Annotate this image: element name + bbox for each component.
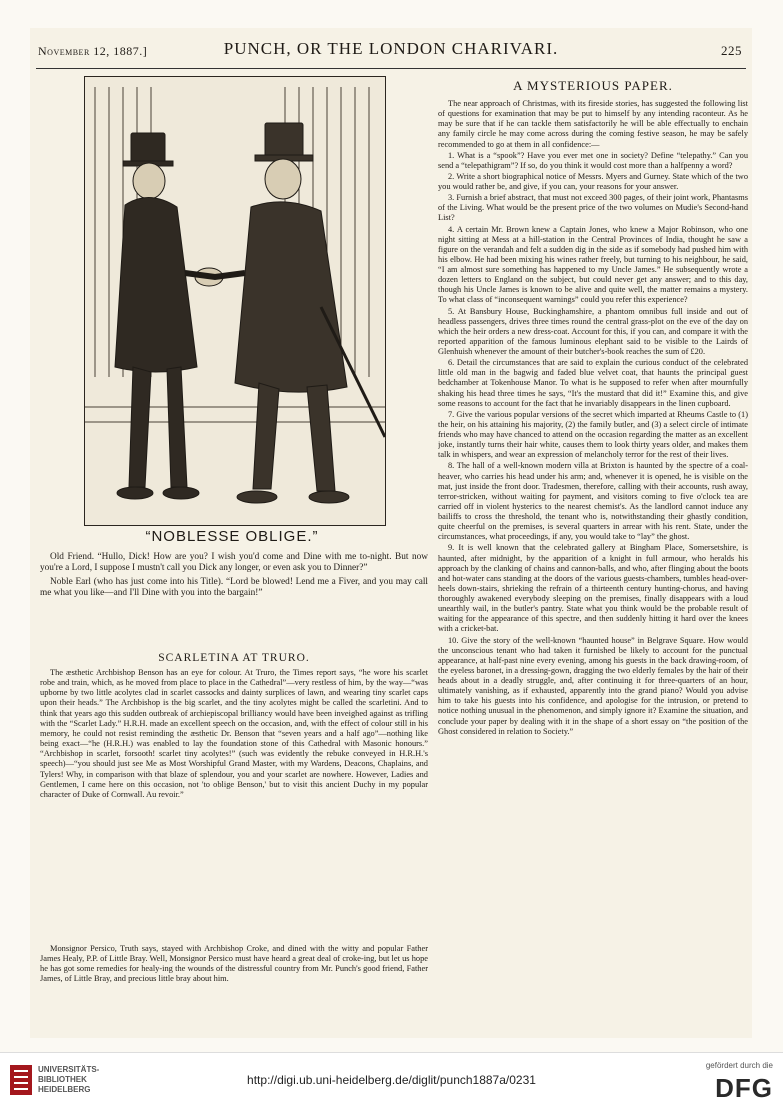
viewer-footer bbox=[0, 1052, 783, 1108]
publication-title: PUNCH, OR THE LONDON CHARIVARI. bbox=[223, 39, 559, 58]
header-rule bbox=[36, 68, 746, 69]
article-title: A MYSTERIOUS PAPER. bbox=[513, 78, 673, 93]
article-body bbox=[438, 99, 748, 737]
question: 5. At Bansbury House, Buckinghamshire, a phantom omnibus full inside and out of headless passengers, drives three times round the central grass-plot on the eve of the day on which the heir orders a new dress-coat. Account for this, if you can, and compare it with the reported apparition of the famous luminous elephant said to be visible to the Lairds of Glenhuish whenever the amount of their butcher's-book reaches the sum of £20. bbox=[438, 306, 748, 356]
cartoon-illustration bbox=[84, 76, 386, 526]
cartoon-drawing bbox=[85, 77, 385, 525]
article-scarletina bbox=[40, 644, 428, 801]
issue-date: November 12, 1887.] bbox=[38, 44, 148, 58]
question: 3. Furnish a brief abstract, that must not exceed 300 pages, of their joint work, Phantasms of the Living. What would be the present price of the two volumes on Mudie's Second-hand List? bbox=[438, 193, 748, 223]
question: 6. Detail the circumstances that are said to explain the curious conduct of the celebrated little old man in the bagwig and faded blue velvet coat, that haunts the principal guest bedchamber at Tokenhouse Manor. To what is he supposed to refer when after mournfully shaking his head three times he says, “It's the mustard that did it!” Examine this, and give some reasons to account for the fact that he invariably disappears in the linen cupboard. bbox=[438, 358, 748, 408]
dialogue-line: Old Friend. “Hullo, Dick! How are you? I wish you'd come and Dine with me to-night. But now you're a Lord, I suppose I mustn't call you Dick any longer, or even ask you to Dinner?” bbox=[40, 552, 428, 574]
cartoon-dialogue bbox=[40, 552, 428, 601]
masthead bbox=[30, 38, 752, 64]
dialogue-line: Noble Earl (who has just come into his Title). “Lord be blowed! Lend me a Fiver, and you may call me what you like—and I'll Dine with you into the bargain!” bbox=[40, 576, 428, 598]
question: 9. It is well known that the celebrated gallery at Bingham Place, Somersetshire, is haunted, after midnight, by the apparition of a knight in full armour, who heralds his approach by the clanking of chains and cannon-balls, and who, after flinging about the boots and hot-water cans standing at the doors of the various guests-chambers, tumbles head-over-heels down-stairs, shrieking the refrain of a thirteenth century hunting-chorus, and having thoroughly awakened everybody sleeping on the premises, finally disappears with a loud unearthly wail, in the butler's pantry. State what you think would be the probable result of waiting for the appearance of this spectre, and then suddenly hitting it hard over the knees with a cricket-bat. bbox=[438, 543, 748, 634]
dfg-logo: DFG bbox=[715, 1073, 773, 1103]
question: 1. What is a “spook”? Have you ever met one in society? Define “telepathy.” Can you send a “telepathigram”? If so, do you think it would cost more than a halfpenny a word? bbox=[438, 150, 748, 170]
question: 7. Give the various popular versions of the secret which imparted at Rheums Castle to (1) the heir, on his attaining his majority, (2) the family butler, and (3) a select circle of intimate friends who may have chanced to attend on the occasion regarding the matter as an excellent joke, instantly turns their hair white, causes them to look thirty years older, and makes them talk in whispers, and wear an expression of melancholy terror for the rest of their lives. bbox=[438, 409, 748, 460]
institution-name: UNIVERSITÄTS- BIBLIOTHEK HEIDELBERG bbox=[38, 1065, 100, 1094]
page-number: 225 bbox=[721, 43, 742, 58]
newspaper-page bbox=[30, 28, 752, 1038]
paragraph: Monsignor Persico, Truth says, stayed with Archbishop Croke, and dined with the witty and popular Father James Healy, P.P. of Little Bray. Well, Monsignor Persico must have heard a great deal of croke-ing, but let us hope he has got some remedies for healy-ing the wounds of the distressful country from Mr. Punch's good friend, Father James, of Little Bray, and precious little bray about him. bbox=[40, 944, 428, 984]
left-column bbox=[36, 76, 428, 1036]
question: 4. A certain Mr. Brown knew a Captain Jones, who knew a Major Robinson, who one night sitting at Mess at a hill-station in the Central Provinces of India, thought he saw a figure on the verandah and felt a sudden dig in the side as if somebody had pushed him with his elbow. He had been mixing his wines rather freely, but turning to his neighbour, he said, “I am almost sure something has happened to my Uncle James.” He subsequently wrote a dozen letters to England on the subject, but could never get any answer; and to this day, though his Uncle James is known to be alive and quite well, the matter remains a mystery. To what class of “inconsequent warnings” could you refer this experience? bbox=[438, 224, 748, 305]
article-monsignor bbox=[40, 944, 428, 986]
paragraph: The near approach of Christmas, with its fireside stories, has suggested the following list of questions for examination that may be put to himself by any intending raconteur. As he may be sure that if he can tackle them satisfactorily he will be able effectually to enchain any family circle he may come across during the coming festive season, he may be safely recommended to go at them in all confidence:— bbox=[438, 99, 748, 149]
question: 8. The hall of a well-known modern villa at Brixton is haunted by the spectre of a coal-heaver, who carries his head under his arm; and, whenever it is opened, he is visible on the mat, just inside the front door. Tradesmen, therefore, calling with their accounts, rush away, terror-stricken, without waiting for payment, and visitors coming to five o'clock tea are carried off in violent hysterics to the nearest chemist's. As the landlord cannot induce any bailiffs to cross the threshold, the tenant who is, notwithstanding their ghastly condition, quite cheerful on the premises, is several quarters in arrear with his rent. State, under the circumstances, what proceedings, if any, you would take to “lay” the ghost. bbox=[438, 461, 748, 542]
question: 2. Write a short biographical notice of Messrs. Myers and Gurney. State which of the two you would rather be, and give, if you can, your reasons for your answer. bbox=[438, 171, 748, 191]
article-body bbox=[40, 668, 428, 800]
cartoon-caption: “NOBLESSE OBLIGE.” bbox=[145, 528, 319, 545]
article-title: SCARLETINA AT TRURO. bbox=[158, 652, 310, 664]
funded-by-label: gefördert durch die bbox=[705, 1061, 773, 1070]
question: 10. Give the story of the well-known “haunted house” in Belgrave Square. How would the unconscious tenant who had taken it furnished be likely to account for the punctual appearance, at half-past nine every evening, among his guests in the back drawing-room, of the eyeless baronet, in a dressing-gown, dragging the two elderly females by the hair of their heads about in a deadly struggle, and, after continuing it for three-quarters of an hour, ultimately vanishing, as if exhausted, apparently into the grand piano? Would you advise him to take his guests into his confidence, and apologise for the intrusion, or pretend to notice nothing unusual in the phenomenon, and simply ignore it? Examine the situation, and conclude your paper by dealing with it in the shape of a short essay on “the position of the Ghost considered in relation to Society.” bbox=[438, 635, 748, 736]
right-column bbox=[438, 78, 748, 1036]
article-body bbox=[40, 944, 428, 985]
permalink[interactable]: http://digi.ub.uni-heidelberg.de/diglit/punch1887a/0231 bbox=[247, 1073, 536, 1087]
paragraph: The æsthetic Archbishop Benson has an eye for colour. At Truro, the Times report says, “he wore his scarlet robe and train, which, as he moved from place to place in the Cathedral”—very restless of him, by the way—“was upborne by two little acolytes clad in scarlet cassocks and dainty surplices of lawn, and wearing tiny scarlet caps upon their heads.” The Archbishop is the big scarlet, and the tiny acolytes might be called the scarletini. And to think that years ago this sudden outbreak of archiepiscopal brilliancy would have been inveighed against as trifling with the “Scarlet Lady.” H.R.H. made an excellent speech on the occasion, and, with the effect of colour still in his memory, he could not resist reminding the æsthetic Dr. Benson that “seven years and a half ago”—nothing like being exact—“he (H.R.H.) was enabled to lay the foundation stone of this Cathedral with Masonic honours.” “Archbishop in scarlet, forsooth! scarlet tiny acolytes!” (such was evidently the rebuke conveyed in H.R.H.'s speech)—“you should just see Me as Most Worshipful Grand Master, with my Wardens, Deacons, Chaplains, and Tylers! Why, in comparison with that blaze of splendour, you and your scarlet are nowhere. However, Ladies and Gentlemen, I came here on this occasion, not 'to oblige Benson,' but to visit this ancient Duchy in my popular character of Duke of Cornwall. Au revoir.” bbox=[40, 668, 428, 799]
